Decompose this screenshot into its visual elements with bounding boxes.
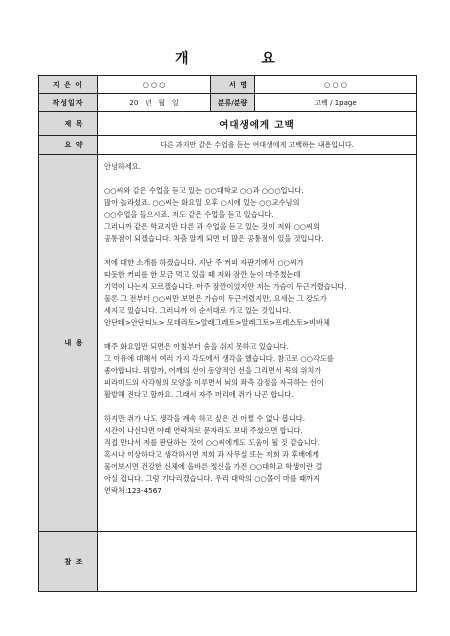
content-line: 물론 그 전부터 ○○씨만 보면은 가슴이 두근거렸지만, 요새는 그 강도가	[104, 294, 327, 303]
reference-label: 참 조	[39, 532, 98, 592]
date-value: 20 년 월 일	[98, 94, 211, 112]
blank-line	[104, 173, 410, 185]
content-line: 직접 만나서 저를 판단하는 것이 ○○씨에게도 도움이 될 것 같습니다.	[104, 438, 320, 447]
content-line: 저에 대한 소개를 하겠습니다. 지난 주 커피 자판기에서 ○○씨가	[104, 258, 304, 267]
content-line: 세지고 있습니다. 그러니까 이 순서대로 가고 있는 것입니다.	[104, 306, 292, 315]
signature-label: 서 명	[211, 76, 255, 94]
subject-label: 제 목	[39, 112, 98, 136]
content-line: ○○수업을 들으시죠. 저도 같은 수업을 듣고 있습니다.	[104, 210, 274, 219]
subject-value: 여대생에게 고백	[219, 119, 295, 131]
content-line: 매주 화요일만 되면은 아침부터 숨을 쉬지 못하고 있습니다.	[104, 342, 289, 351]
content-line: 안단테>안단티노> 모데라토>알레그레토>알레그토>프레스토>비바체	[104, 318, 330, 327]
content-line: 활발해 진다고 할까요. 그래서 자주 머리에 쥐가 나곤 합니다.	[104, 390, 294, 399]
content-line: 좋아합니다. 뭐랄까, 어깨의 선이 동양적인 선을 그리면서 목의 위치가	[104, 366, 322, 375]
category-label: 분류/분량	[211, 94, 255, 112]
author-label: 지 은 이	[39, 76, 98, 94]
blank-line	[104, 401, 410, 413]
content-line: 연락처:123-4567	[104, 486, 162, 495]
content-line: 혹시나 이상하다고 생각하시면 저희 과 사무실 또는 저희 과 후배에게	[104, 450, 319, 459]
content-line: 시간이 나신다면 아래 연락처로 문자라도 보내 주셨으면 합니다.	[104, 426, 303, 435]
content-label: 내 용	[39, 155, 98, 532]
reference-value	[98, 532, 417, 592]
content-line: 물어보시면 건강한 신체에 올바른 정신을 가진 ○○대학교 학생이란 걸	[104, 462, 323, 471]
signature-value: ○ ○ ○	[255, 76, 417, 94]
content-line: 하지만 쥐가 나도 생각을 계속 하고 싶은 건 어쩔 수 없나 봅니다.	[104, 414, 305, 423]
blank-line	[104, 329, 410, 341]
date-label: 작성일자	[39, 94, 98, 112]
content-line: 안녕하세요.	[104, 162, 142, 171]
overview-form	[38, 75, 417, 592]
content-line: 아실 겁니다. 그럼 기다리겠습니다. 우리 대학의 ○○몰이 마를 때까지	[104, 474, 320, 483]
content-line: 그 이유에 대해서 여러 가지 각도에서 생각을 했습니다. 참고로 ○○각도를	[104, 354, 334, 363]
content-line: 피라미드의 사각형의 모양을 이루면서 뇌의 좌측 감정을 자극하는 선이	[104, 378, 324, 387]
author-value: ○ ○ ○	[98, 76, 211, 94]
summary-value: 다른 과지만 같은 수업을 듣는 여대생에게 고백하는 내용입니다.	[98, 136, 417, 155]
summary-label: 요 약	[39, 136, 98, 155]
content-line: 많이 놀라셨죠. ○○씨는 화요일 오후 ○시에 있는 ○○교수님의	[104, 198, 300, 207]
document-title: 개 요	[175, 51, 309, 67]
category-value: 고백 / 1page	[255, 94, 417, 112]
content-line: ○○씨와 같은 수업을 듣고 있는 ○○대학교 ○○과 ○○○입니다.	[104, 186, 304, 195]
content-line: 그러니까 같은 학교지만 다른 과 수업을 듣고 있는 것이 저와 ○○씨의	[104, 222, 320, 231]
blank-line	[104, 245, 410, 257]
content-line: 기억이 나는지 모르겠습니다. 아주 잠깐이었지만 저는 가슴이 두근거렸습니다.	[104, 282, 347, 291]
content-body	[98, 155, 417, 532]
content-line: 공통점이 되겠습니다. 차츰 알게 되면 더 많은 공통점이 있을 것입니다.	[104, 234, 324, 243]
content-line: 따듯한 커피를 한 모금 먹고 있을 때 저와 잠깐 눈이 마주쳤는데	[104, 270, 301, 279]
